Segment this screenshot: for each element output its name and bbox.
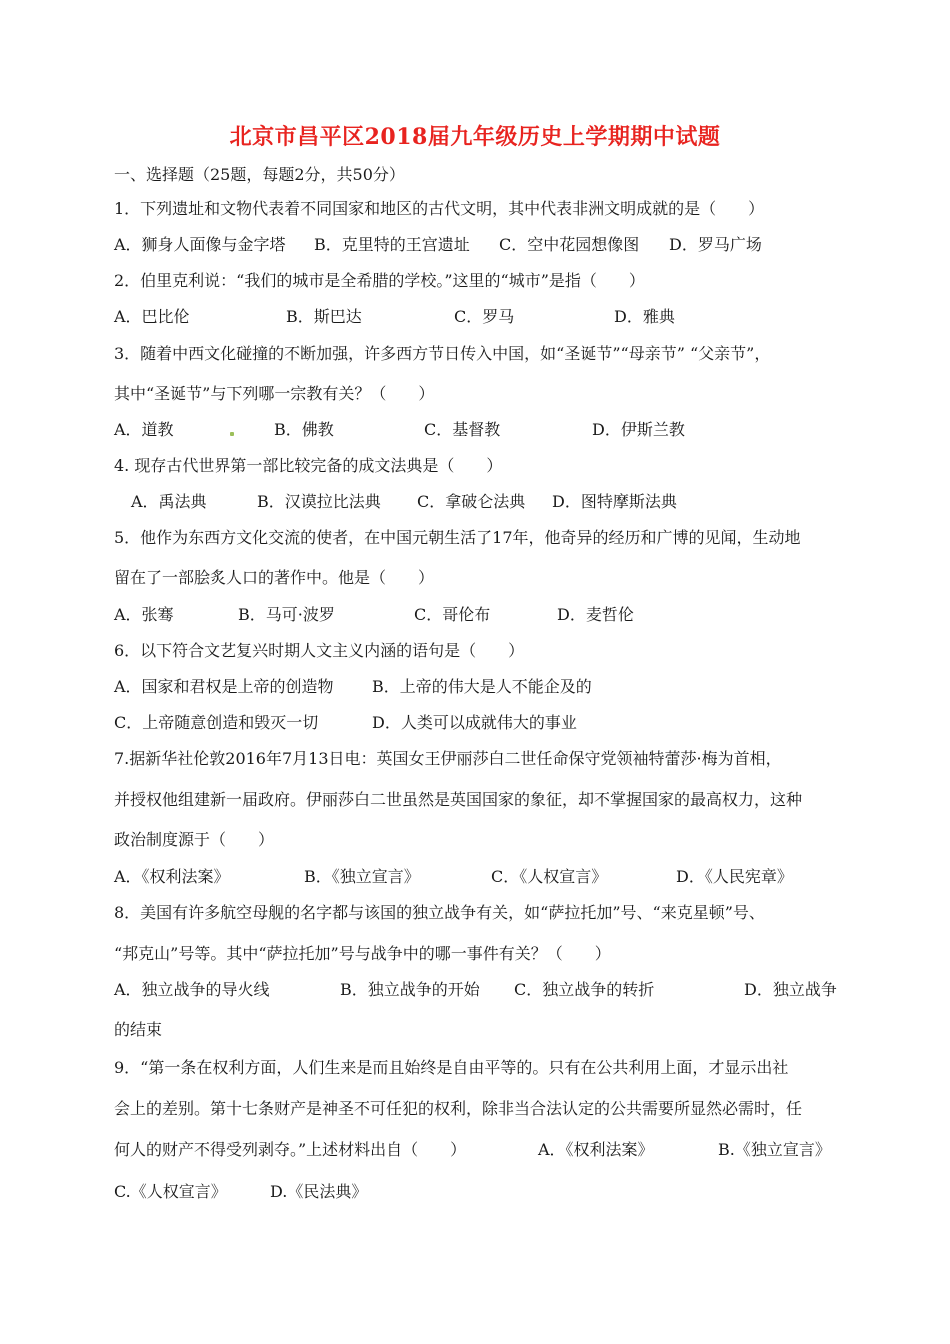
option-c: C．空中花园想像图	[499, 235, 640, 254]
option-a: A．《权利法案》	[114, 867, 230, 886]
option-d: D．图特摩斯法典	[552, 492, 677, 511]
option-c: C．拿破仑法典	[417, 492, 526, 511]
option-c: C．哥伦布	[414, 605, 491, 624]
option-a: A．道教	[114, 420, 174, 439]
option-b: B．《独立宣言》	[304, 867, 420, 886]
question-3-text-line-2: 其中“圣诞节”与下列哪一宗教有关？（ ）	[114, 384, 435, 403]
question-1-options	[114, 235, 844, 255]
exam-title: 北京市昌平区2018届九年级历史上学期期中试题	[229, 124, 721, 150]
option-b: B．马可·波罗	[238, 605, 335, 624]
option-c: C．独立战争的转折	[514, 980, 655, 999]
option-d: D．独立战争	[744, 980, 837, 999]
option-a: A．张骞	[114, 605, 174, 624]
question-4-text: 4. 现存古代世界第一部比较完备的成文法典是（ ）	[114, 456, 503, 475]
question-9-options-row-2	[114, 1182, 844, 1202]
option-c: C．上帝随意创造和毁灭一切	[114, 713, 319, 732]
question-6-options-row-2	[114, 713, 844, 733]
speck-mark	[230, 432, 234, 436]
question-7-text-line-1: 7.据新华社伦敦2016年7月13日电：英国女王伊丽莎白二世任命保守党领袖特蕾莎·梅为首相，	[114, 749, 782, 768]
question-4-options	[131, 492, 861, 512]
option-d: D．伊斯兰教	[592, 420, 685, 439]
question-7-text-line-2: 并授权他组建新一届政府。伊丽莎白二世虽然是英国国家的象征，却不掌握国家的最高权力，这种	[114, 790, 803, 809]
option-b: B．汉谟拉比法典	[257, 492, 381, 511]
option-c: C．罗马	[454, 307, 515, 326]
option-b: B．上帝的伟大是人不能企及的	[372, 677, 592, 696]
option-a: A．狮身人面像与金字塔	[114, 235, 286, 254]
option-d: D．雅典	[614, 307, 675, 326]
option-a: A．禹法典	[131, 492, 207, 511]
question-9-option-a: A．《权利法案》	[538, 1140, 654, 1159]
question-5-options	[114, 605, 844, 625]
option-d: D．麦哲伦	[557, 605, 634, 624]
question-8-text-line-2: “邦克山”号等。其中“萨拉托加”号与战争中的哪一事件有关？（ ）	[114, 944, 611, 963]
option-d: D．罗马广场	[669, 235, 762, 254]
question-8-text-line-1: 8．美国有许多航空母舰的名字都与该国的独立战争有关，如“萨拉托加”号、“来克星顿”号、	[114, 903, 765, 922]
option-a: A．巴比伦	[114, 307, 190, 326]
option-c: C.《人权宣言》	[114, 1182, 227, 1201]
option-a: A．国家和君权是上帝的创造物	[114, 677, 334, 696]
question-2-text: 2．伯里克利说：“我们的城市是全希腊的学校。”这里的“城市”是指（ ）	[114, 271, 645, 290]
option-a: A．独立战争的导火线	[114, 980, 270, 999]
question-6-text: 6．以下符合文艺复兴时期人文主义内涵的语句是（ ）	[114, 641, 525, 660]
question-8-options	[114, 980, 844, 1000]
option-d: D.《民法典》	[270, 1182, 368, 1201]
section-heading: 一、选择题（25题，每题2分，共50分）	[114, 165, 405, 184]
option-c: C．《人权宣言》	[491, 867, 608, 886]
question-6-options-row-1	[114, 677, 844, 697]
question-5-text-line-2: 留在了一部脍炙人口的著作中。他是（ ）	[114, 568, 435, 587]
question-8-option-d-continued: 的结束	[114, 1020, 163, 1039]
question-9-text-line-2: 会上的差别。第十七条财产是神圣不可任犯的权利，除非当合法认定的公共需要所显然必需时，任	[114, 1099, 803, 1118]
option-c: C．基督教	[424, 420, 501, 439]
question-3-options	[114, 420, 844, 440]
question-3-text-line-1: 3．随着中西文化碰撞的不断加强，许多西方节日传入中国，如“圣诞节”“母亲节” “父亲节”，	[114, 344, 771, 363]
option-b: B．克里特的王宫遗址	[314, 235, 470, 254]
question-9-text-line-3: 何人的财产不得受列剥夺。”上述材料出自（ ）	[114, 1140, 467, 1159]
option-b: B．佛教	[274, 420, 334, 439]
option-d: D．人类可以成就伟大的事业	[372, 713, 577, 732]
question-9-option-b: B.《独立宣言》	[718, 1140, 831, 1159]
question-2-options	[114, 307, 844, 327]
question-7-text-line-3: 政治制度源于（ ）	[114, 830, 275, 849]
question-1-text: 1．下列遗址和文物代表着不同国家和地区的古代文明，其中代表非洲文明成就的是（ ）	[114, 199, 765, 218]
option-b: B．斯巴达	[286, 307, 362, 326]
option-b: B．独立战争的开始	[340, 980, 480, 999]
question-5-text-line-1: 5．他作为东西方文化交流的使者，在中国元朝生活了17年，他奇异的经历和广博的见闻，生动地	[114, 528, 801, 547]
question-9-text-line-1: 9．“第一条在权利方面，人们生来是而且始终是自由平等的。只有在公共利用上面，才显示出社	[114, 1058, 789, 1077]
option-d: D．《人民宪章》	[676, 867, 793, 886]
question-7-options	[114, 867, 844, 887]
